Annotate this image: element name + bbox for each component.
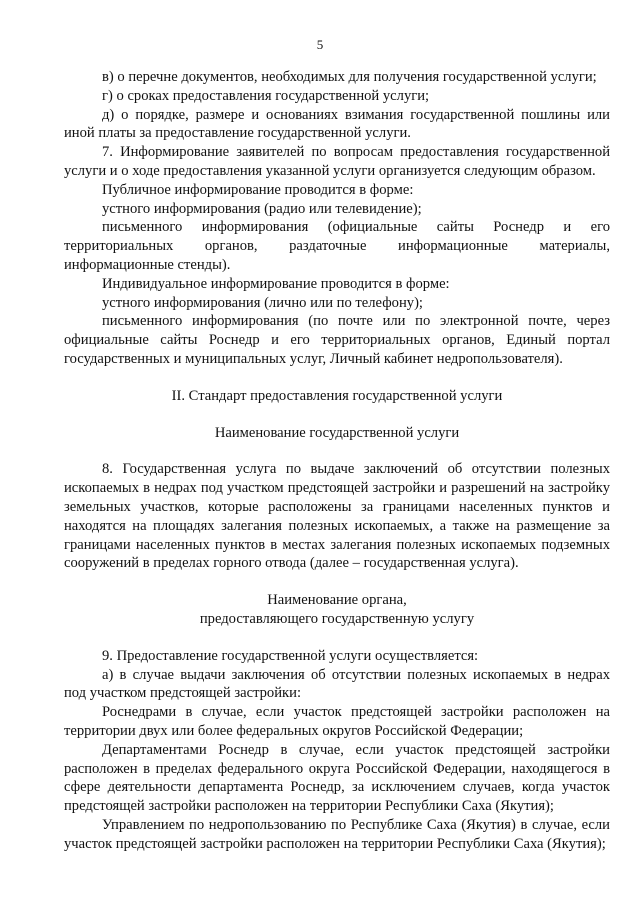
- paragraph-public-info: Публичное информирование проводится в форме:: [102, 181, 414, 198]
- paragraph-list-item-g: г) о сроках предоставления государственной услуги;: [102, 87, 430, 104]
- subsection-heading-authority-line1: Наименование органа,: [267, 592, 407, 609]
- paragraph-list-item-v: в) о перечне документов, необходимых для получения государственной услуги;: [102, 69, 597, 85]
- paragraph-written-individual: письменного информирования (по почте или по электронной почте, через официальные сайты Роснедр и его территориальных органов, Единый портал государственных и муниципальных услуг, Личный кабинет недропользователя).: [64, 313, 610, 367]
- paragraph-item-8: 8. Государственная услуга по выдаче заключений об отсутствии полезных ископаемых в недрах под участком предстоящей застройки и разрешений на застройку земельных участков, которые расположены за границами населенных пунктов и находятся на площадях залегания полезных ископаемых, а также на размещение за границами населенных пунктов в местах залегания полезных ископаемых подземных сооружений в пределах горного отвода (далее – государственная услуга).: [64, 461, 610, 572]
- paragraph-written-public: письменного информирования (официальные сайты Роснедр и его территориальных органов, раздаточные информационные материалы, информационные стенды).: [64, 219, 610, 273]
- section-heading: II. Стандарт предоставления государственной услуги: [171, 387, 503, 404]
- paragraph-item-9a: а) в случае выдачи заключения об отсутствии полезных ископаемых в недрах под участком предстоящей застройки:: [64, 666, 610, 702]
- paragraph-oral-individual: устного информирования (лично или по телефону);: [102, 294, 423, 311]
- paragraph-rosnedra: Роснедрами в случае, если участок предстоящей застройки расположен на территории двух или более федеральных округов Российской Федерации;: [64, 704, 610, 739]
- paragraph-departments: Департаментами Роснедр в случае, если участок предстоящей застройки расположен в пределах федерального округа Российской Федерации, находящегося в сфере деятельности департамента Роснедр, за исключением случаев, когда участок предстоящей застройки расположен на территории Республики Саха (Якутия);: [64, 741, 610, 815]
- document-body: [64, 68, 610, 853]
- paragraph-oral-public: устного информирования (радио или телевидение);: [102, 200, 422, 217]
- subsection-heading-service-name: Наименование государственной услуги: [214, 424, 460, 441]
- paragraph-yakutia: Управлением по недропользованию по Республике Саха (Якутия) в случае, если участок предстоящей застройки расположен на территории Республики Саха (Якутия);: [64, 816, 610, 852]
- paragraph-individual-info: Индивидуальное информирование проводится в форме:: [102, 275, 450, 292]
- paragraph-list-item-d: д) о порядке, размере и основаниях взимания государственной пошлины или иной платы за предоставление государственной услуги.: [64, 106, 610, 142]
- page-number: 5: [316, 37, 324, 52]
- subsection-heading-authority-line2: предоставляющего государственную услугу: [199, 610, 475, 627]
- paragraph-item-7: 7. Информирование заявителей по вопросам предоставления государственной услуги и о ходе предоставления указанной услуги организуется следующим образом.: [64, 144, 610, 179]
- paragraph-item-9: 9. Предоставление государственной услуги осуществляется:: [102, 647, 479, 664]
